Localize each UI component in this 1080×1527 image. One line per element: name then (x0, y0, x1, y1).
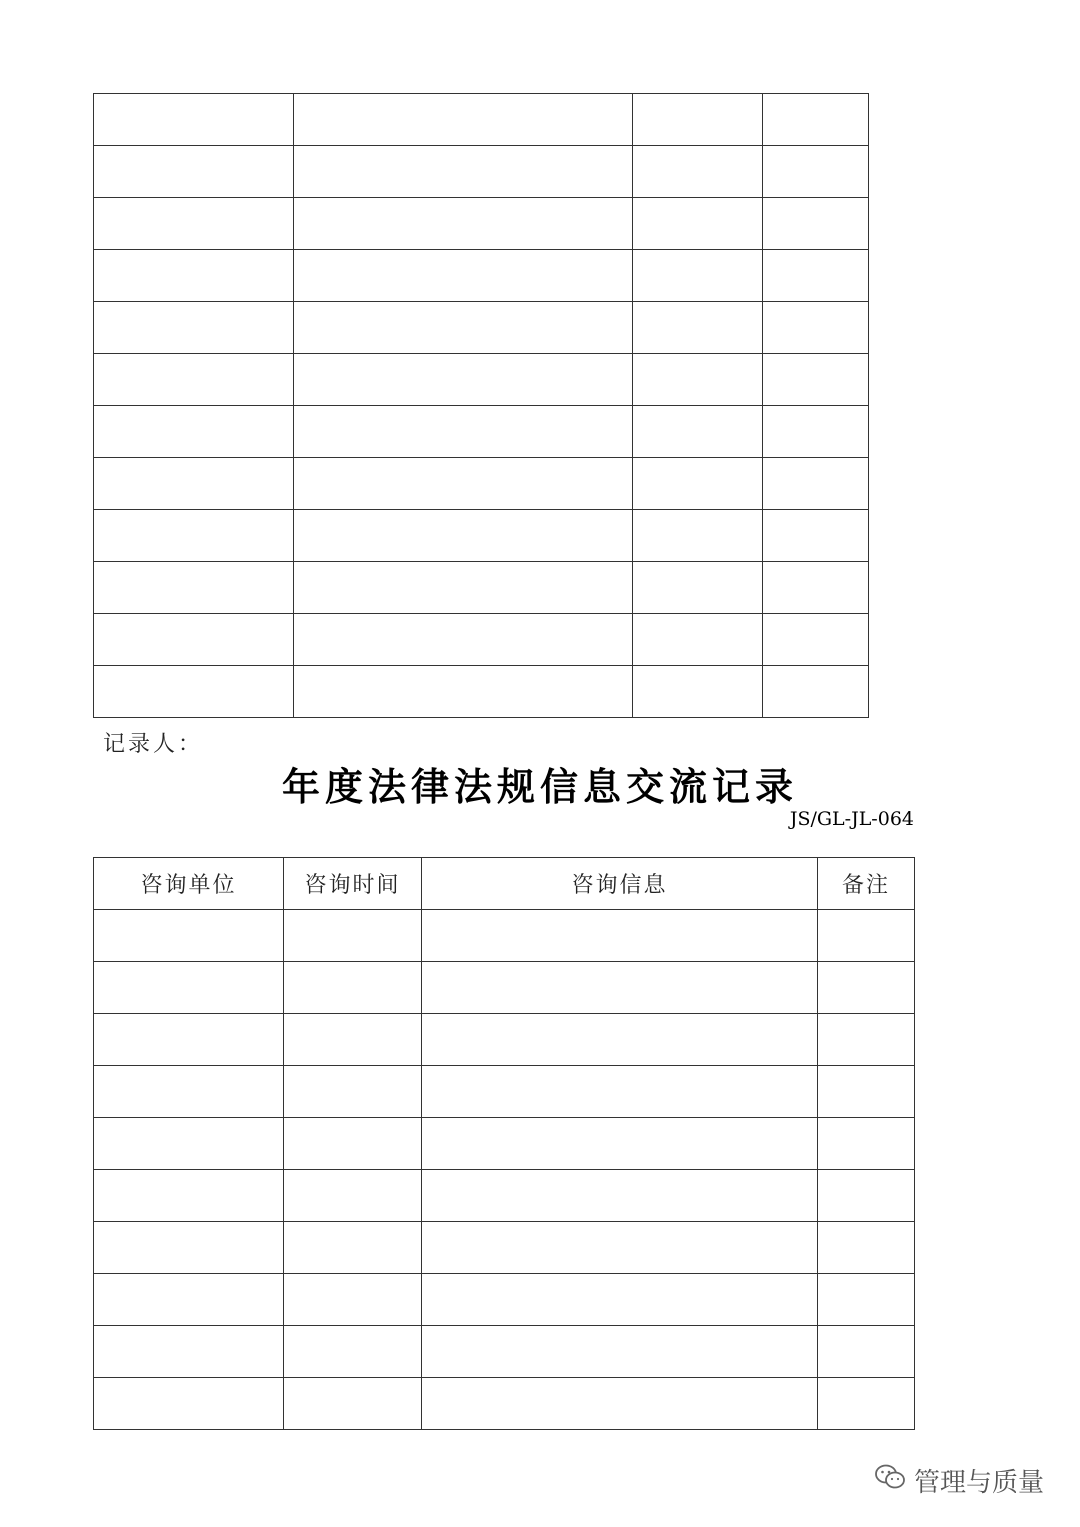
table-cell (284, 910, 422, 962)
table-cell (284, 1274, 422, 1326)
table-row (94, 666, 869, 718)
table-row (94, 302, 869, 354)
table-row (94, 1222, 915, 1274)
table-cell (818, 1326, 915, 1378)
table-cell (763, 562, 869, 614)
table-cell (284, 962, 422, 1014)
table-cell (633, 666, 763, 718)
table-cell (294, 302, 633, 354)
table-cell (94, 146, 294, 198)
watermark (874, 1462, 1044, 1499)
recorder-label: 记录人： (103, 732, 204, 757)
table-cell (763, 510, 869, 562)
table-cell (422, 1274, 818, 1326)
table-cell (94, 666, 294, 718)
table-cell (633, 458, 763, 510)
document-code: JS/GL-JL-064 (789, 808, 914, 830)
table-header-row (94, 858, 915, 910)
table-cell (763, 354, 869, 406)
table-row (94, 1170, 915, 1222)
table-cell (284, 1378, 422, 1430)
table-cell (94, 562, 294, 614)
table-cell (422, 910, 818, 962)
table-row (94, 146, 869, 198)
table-cell (294, 94, 633, 146)
table-cell (94, 1326, 284, 1378)
table-cell (818, 1378, 915, 1430)
table-cell (633, 250, 763, 302)
table-cell (763, 458, 869, 510)
table-row (94, 614, 869, 666)
table-cell (94, 510, 294, 562)
table-cell (284, 1066, 422, 1118)
table-row (94, 94, 869, 146)
table-cell (294, 198, 633, 250)
table-cell (422, 1170, 818, 1222)
table-row (94, 1326, 915, 1378)
table-cell (94, 250, 294, 302)
table-cell (94, 94, 294, 146)
table-cell (284, 1170, 422, 1222)
table-cell (633, 302, 763, 354)
table-cell (94, 458, 294, 510)
table-cell (763, 406, 869, 458)
table-cell (94, 1066, 284, 1118)
table-cell (94, 1222, 284, 1274)
table-cell (294, 406, 633, 458)
table-row (94, 1274, 915, 1326)
table-cell (284, 1014, 422, 1066)
table-cell (763, 614, 869, 666)
table-cell (294, 458, 633, 510)
table-row (94, 562, 869, 614)
table-cell (294, 666, 633, 718)
table-row (94, 1378, 915, 1430)
table-cell (633, 614, 763, 666)
header-consult-time: 咨询时间 (284, 858, 422, 910)
table-cell (94, 910, 284, 962)
table-row (94, 510, 869, 562)
table-cell (94, 302, 294, 354)
table-cell (94, 198, 294, 250)
table-cell (763, 250, 869, 302)
table-row (94, 406, 869, 458)
table-cell (94, 354, 294, 406)
table-cell (284, 1118, 422, 1170)
table-row (94, 962, 915, 1014)
table-cell (284, 1222, 422, 1274)
table-cell (422, 1222, 818, 1274)
table-cell (633, 94, 763, 146)
table-row (94, 198, 869, 250)
table-cell (94, 962, 284, 1014)
top-record-table (93, 93, 869, 718)
table-cell (633, 562, 763, 614)
table-row (94, 250, 869, 302)
table-row (94, 1066, 915, 1118)
table-cell (294, 146, 633, 198)
table-cell (422, 1066, 818, 1118)
table-cell (94, 1378, 284, 1430)
table-cell (818, 1170, 915, 1222)
table-row (94, 910, 915, 962)
table-cell (818, 1014, 915, 1066)
table-cell (422, 1326, 818, 1378)
table-cell (818, 1118, 915, 1170)
header-remarks: 备注 (818, 858, 915, 910)
table-cell (422, 962, 818, 1014)
table-cell (633, 510, 763, 562)
table-cell (294, 510, 633, 562)
table-cell (422, 1014, 818, 1066)
table-cell (422, 1378, 818, 1430)
header-consult-info: 咨询信息 (422, 858, 818, 910)
table-cell (818, 910, 915, 962)
table-row (94, 1118, 915, 1170)
table-cell (294, 614, 633, 666)
table-cell (94, 1118, 284, 1170)
table-row (94, 458, 869, 510)
table-cell (94, 1274, 284, 1326)
table-cell (633, 198, 763, 250)
table-cell (94, 1014, 284, 1066)
table-cell (818, 1222, 915, 1274)
table-cell (633, 146, 763, 198)
page-title: 年度法律法规信息交流记录 (281, 764, 798, 809)
table-cell (763, 302, 869, 354)
watermark-text: 管理与质量 (913, 1468, 1044, 1498)
header-consult-unit: 咨询单位 (94, 858, 284, 910)
table-row (94, 1014, 915, 1066)
wechat-icon (874, 1463, 914, 1498)
table-cell (294, 354, 633, 406)
table-row (94, 354, 869, 406)
table-cell (763, 94, 869, 146)
table-cell (818, 1274, 915, 1326)
table-cell (294, 562, 633, 614)
info-exchange-table (93, 857, 915, 1430)
table-cell (422, 1118, 818, 1170)
table-cell (294, 250, 633, 302)
table-cell (633, 406, 763, 458)
table-cell (633, 354, 763, 406)
table-cell (763, 198, 869, 250)
table-cell (94, 614, 294, 666)
table-cell (763, 666, 869, 718)
table-cell (818, 962, 915, 1014)
table-cell (818, 1066, 915, 1118)
table-cell (284, 1326, 422, 1378)
table-cell (94, 406, 294, 458)
table-cell (94, 1170, 284, 1222)
table-cell (763, 146, 869, 198)
